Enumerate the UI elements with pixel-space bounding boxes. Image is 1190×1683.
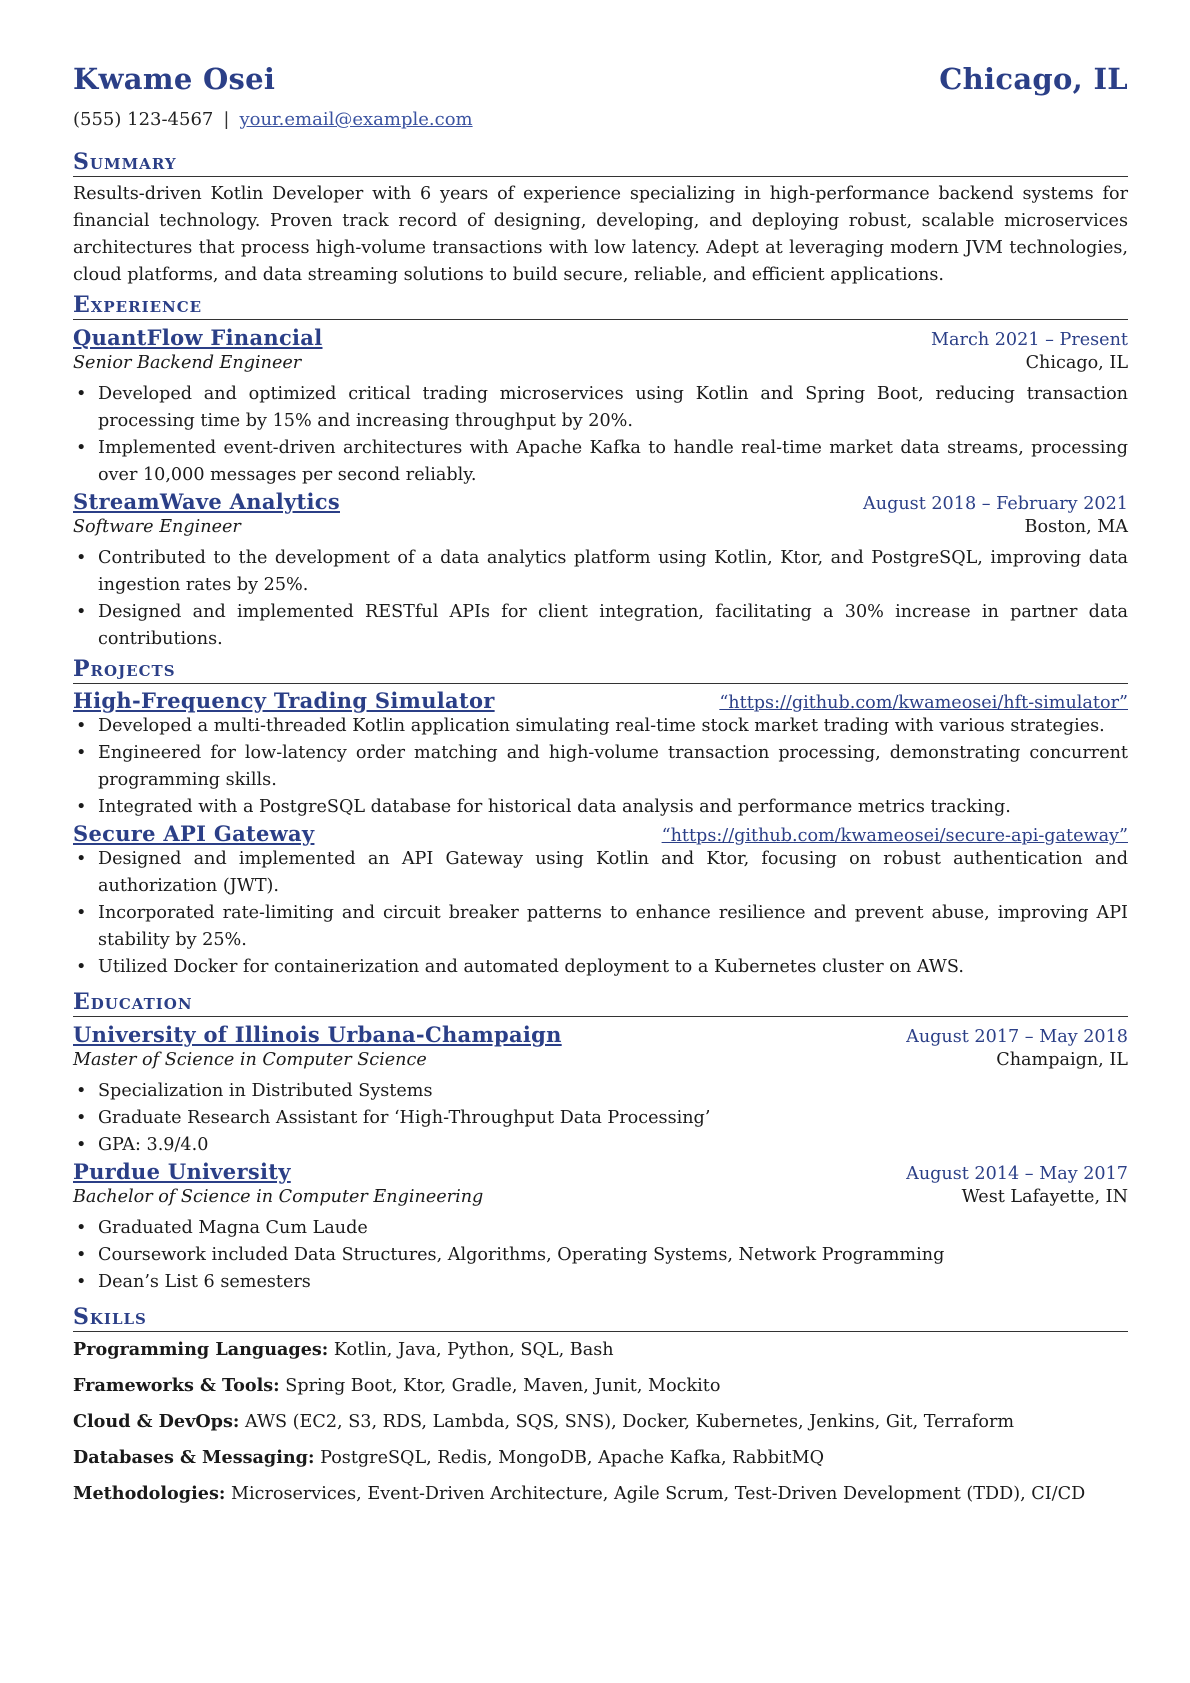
bullet-item: • Coursework included Data Structures, Algorithms, Operating Systems, Network Programming bbox=[98, 1242, 1128, 1269]
resume-header bbox=[73, 62, 1128, 108]
skill-category: Databases & Messaging: bbox=[73, 1447, 315, 1468]
experience-heading: Experience bbox=[73, 292, 1128, 320]
skill-values: Spring Boot, Ktor, Gradle, Maven, Junit, Mockito bbox=[285, 1376, 721, 1396]
project-name[interactable]: Secure API Gateway bbox=[73, 821, 315, 846]
skills-list bbox=[73, 1336, 1128, 1508]
project-entry bbox=[73, 688, 1128, 821]
skill-line bbox=[73, 1336, 1128, 1364]
bullet-item: • Developed and optimized critical trading microservices using Kotlin and Spring Boot, reducing transaction processing time by 15% and increasing throughput by 20%. bbox=[98, 381, 1128, 435]
employment-dates: March 2021 – Present bbox=[931, 330, 1128, 350]
skill-category: Frameworks & Tools: bbox=[73, 1375, 280, 1396]
skill-line bbox=[73, 1408, 1128, 1436]
bullet-item: • Developed a multi-threaded Kotlin application simulating real-time stock market trading with various strategies. bbox=[98, 713, 1128, 740]
experience-bullets bbox=[73, 545, 1128, 653]
bullet-item: • Dean’s List 6 semesters bbox=[98, 1269, 1128, 1296]
candidate-name: Kwame Osei bbox=[73, 62, 276, 96]
education-entry bbox=[73, 1159, 1128, 1296]
education-dates: August 2014 – May 2017 bbox=[906, 1164, 1128, 1184]
education-degree-row bbox=[73, 1187, 1128, 1207]
summary-text: Results-driven Kotlin Developer with 6 years of experience specializing in high-performance backend systems for financial technology. Proven track record of designing, developing, and deploying robust, scalable microservices architectures that process high-volume transactions with low latency. Adept at leveraging modern JVM technologies, cloud platforms, and data streaming solutions to build secure, reliable, and efficient applications. bbox=[73, 184, 1128, 285]
skill-category: Methodologies: bbox=[73, 1483, 226, 1504]
bullet-item: • Specialization in Distributed Systems bbox=[98, 1078, 1128, 1105]
education-heading: Education bbox=[73, 989, 1128, 1017]
education-header-row bbox=[73, 1159, 1128, 1184]
skill-line bbox=[73, 1444, 1128, 1472]
project-bullets bbox=[73, 846, 1128, 981]
education-degree-row bbox=[73, 1050, 1128, 1070]
bullet-item: • Engineered for low-latency order matching and high-volume transaction processing, demonstrating concurrent programming skills. bbox=[98, 740, 1128, 794]
bullet-item: • GPA: 3.9/4.0 bbox=[98, 1132, 1128, 1159]
experience-role-row bbox=[73, 517, 1128, 537]
project-bullets bbox=[73, 713, 1128, 821]
experience-entry bbox=[73, 325, 1128, 489]
school-location: Champaign, IL bbox=[996, 1050, 1128, 1070]
bullet-item: • Designed and implemented RESTful APIs for client integration, facilitating a 30% increase in partner data contributions. bbox=[98, 599, 1128, 653]
school-name[interactable]: Purdue University bbox=[73, 1159, 291, 1184]
education-header-row bbox=[73, 1022, 1128, 1047]
summary-heading: Summary bbox=[73, 149, 1128, 177]
project-name[interactable]: High-Frequency Trading Simulator bbox=[73, 688, 495, 713]
projects-heading: Projects bbox=[73, 656, 1128, 684]
experience-header-row bbox=[73, 325, 1128, 350]
contact-line bbox=[73, 108, 1128, 132]
school-location: West Lafayette, IN bbox=[961, 1187, 1128, 1207]
school-name[interactable]: University of Illinois Urbana-Champaign bbox=[73, 1022, 562, 1047]
skill-values: Microservices, Event-Driven Architecture, Agile Scrum, Test-Driven Development (TDD), CI/CD bbox=[230, 1484, 1086, 1504]
education-bullets bbox=[73, 1078, 1128, 1159]
education-bullets bbox=[73, 1215, 1128, 1296]
company-name[interactable]: QuantFlow Financial bbox=[73, 325, 323, 350]
degree-title: Master of Science in Computer Science bbox=[73, 1050, 427, 1070]
skill-category: Programming Languages: bbox=[73, 1339, 329, 1360]
project-url-link[interactable]: “https://github.com/kwameosei/hft-simulator” bbox=[719, 693, 1128, 713]
skill-values: Kotlin, Java, Python, SQL, Bash bbox=[333, 1340, 614, 1360]
experience-header-row bbox=[73, 489, 1128, 514]
skill-line bbox=[73, 1480, 1128, 1508]
email-link[interactable]: your.email@example.com bbox=[239, 109, 473, 130]
bullet-item: • Utilized Docker for containerization and automated deployment to a Kubernetes cluster on AWS. bbox=[98, 954, 1128, 981]
education-entry bbox=[73, 1022, 1128, 1159]
bullet-item: • Implemented event-driven architectures with Apache Kafka to handle real-time market data streams, processing over 10,000 messages per second reliably. bbox=[98, 435, 1128, 489]
bullet-item: • Contributed to the development of a data analytics platform using Kotlin, Ktor, and PostgreSQL, improving data ingestion rates by 25%. bbox=[98, 545, 1128, 599]
project-header-row bbox=[73, 688, 1128, 713]
job-location: Boston, MA bbox=[1024, 517, 1128, 537]
experience-role-row bbox=[73, 353, 1128, 373]
bullet-item: • Designed and implemented an API Gateway using Kotlin and Ktor, focusing on robust authentication and authorization (JWT). bbox=[98, 846, 1128, 900]
candidate-location: Chicago, IL bbox=[939, 62, 1128, 96]
job-location: Chicago, IL bbox=[1025, 353, 1128, 373]
phone-number: (555) 123-4567 bbox=[73, 109, 214, 130]
skills-heading: Skills bbox=[73, 1304, 1128, 1332]
company-name[interactable]: StreamWave Analytics bbox=[73, 489, 340, 514]
skill-values: PostgreSQL, Redis, MongoDB, Apache Kafka, RabbitMQ bbox=[320, 1448, 825, 1468]
skill-category: Cloud & DevOps: bbox=[73, 1411, 240, 1432]
education-dates: August 2017 – May 2018 bbox=[906, 1027, 1128, 1047]
project-header-row bbox=[73, 821, 1128, 846]
job-title: Software Engineer bbox=[73, 517, 241, 537]
experience-entry bbox=[73, 489, 1128, 653]
job-title: Senior Backend Engineer bbox=[73, 353, 302, 373]
resume-content bbox=[73, 62, 1128, 1508]
skill-values: AWS (EC2, S3, RDS, Lambda, SQS, SNS), Docker, Kubernetes, Jenkins, Git, Terraform bbox=[244, 1412, 1015, 1432]
project-entry bbox=[73, 821, 1128, 981]
degree-title: Bachelor of Science in Computer Engineering bbox=[73, 1187, 484, 1207]
bullet-item: • Graduated Magna Cum Laude bbox=[98, 1215, 1128, 1242]
experience-bullets bbox=[73, 381, 1128, 489]
bullet-item: • Graduate Research Assistant for ‘High-Throughput Data Processing’ bbox=[98, 1105, 1128, 1132]
bullet-item: • Integrated with a PostgreSQL database for historical data analysis and performance metrics tracking. bbox=[98, 794, 1128, 821]
employment-dates: August 2018 – February 2021 bbox=[863, 494, 1128, 514]
skill-line bbox=[73, 1372, 1128, 1400]
contact-separator: | bbox=[223, 109, 230, 130]
project-url-link[interactable]: “https://github.com/kwameosei/secure-api-gateway” bbox=[661, 826, 1128, 846]
bullet-item: • Incorporated rate-limiting and circuit breaker patterns to enhance resilience and prevent abuse, improving API stability by 25%. bbox=[98, 900, 1128, 954]
